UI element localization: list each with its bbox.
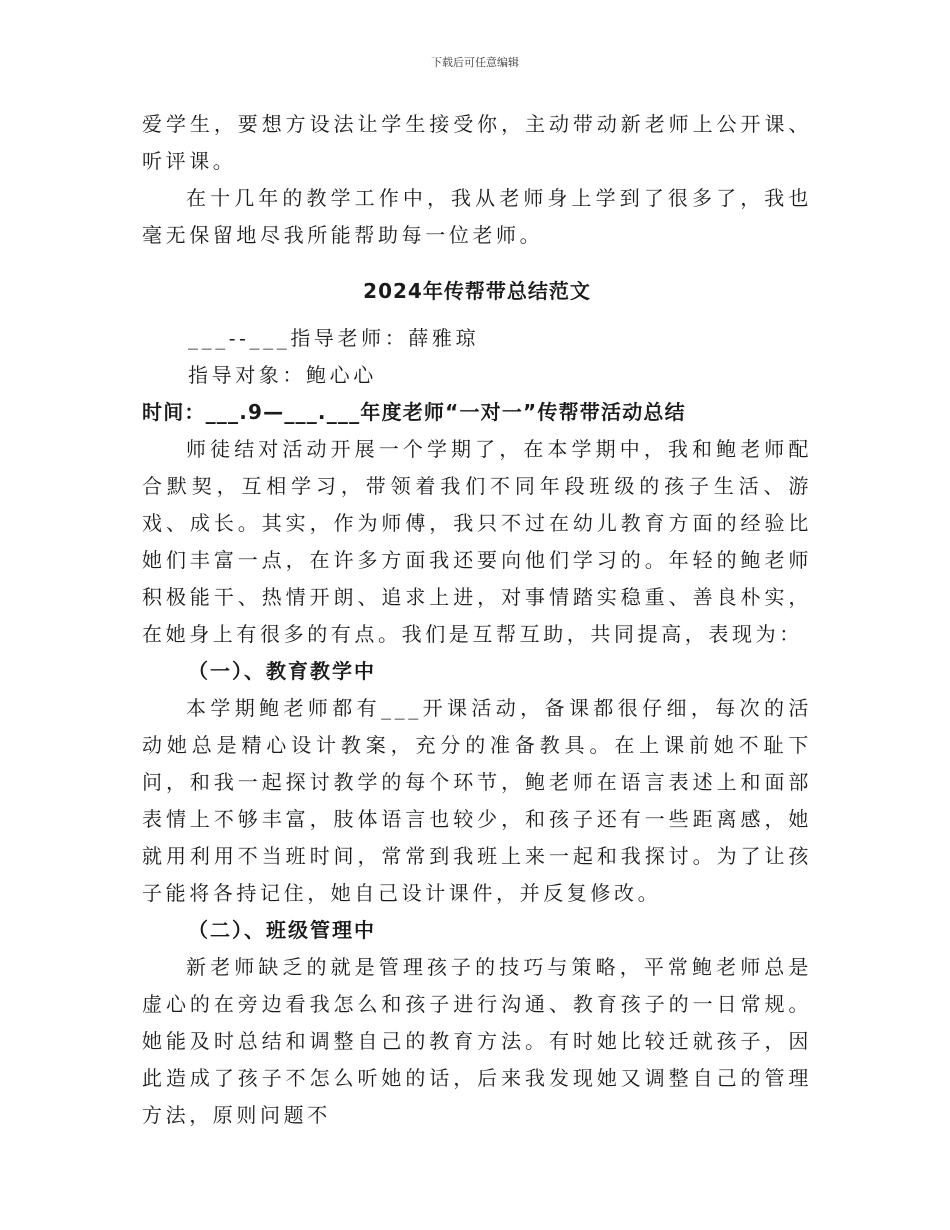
section-heading-class-management: （二）、班级管理中 [188, 918, 376, 942]
paragraph-class-management: 新老师缺乏的就是管理孩子的技巧与策略，平常鲍老师总是虚心的在旁边看我怎么和孩子进行沟通、教育孩子的一日常规。她能及时总结和调整自己的教育方法。有时她比较迁就孩子，因此造成了孩子不怎么听她的话，后来我发现她又调整自己的管理方法，原则问题不 [142, 955, 812, 1127]
document-body [142, 106, 812, 1134]
time-heading: 时间：___.9—___.___年度老师“一对一”传帮带活动总结 [142, 400, 686, 424]
paragraph-teaching-experience: 在十几年的教学工作中，我从老师身上学到了很多了，我也毫无保留地尽我所能帮助每一位老师。 [142, 186, 812, 247]
section-heading-teaching: （一）、教育教学中 [188, 659, 376, 683]
paragraph-continued: 爱学生，要想方设法让学生接受你，主动带动新老师上公开课、听评课。 [142, 112, 812, 173]
paragraph-overview: 师徒结对活动开展一个学期了，在本学期中，我和鲍老师配合默契，互相学习，带领着我们不同年段班级的孩子生活、游戏、成长。其实，作为师傅，我只不过在幼儿教育方面的经验比她们丰富一点，在许多方面我还要向他们学习的。年轻的鲍老师积极能干、热情开朗、追求上进，对事情踏实稳重、善良朴实，在她身上有很多的有点。我们是互帮互助，共同提高，表现为： [142, 437, 812, 646]
mentor-line: ___--___指导老师：薛雅琼 [188, 326, 480, 350]
paragraph-teaching: 本学期鲍老师都有___开课活动，备课都很仔细，每次的活动她总是精心设计教案，充分的准备教具。在上课前她不耻下问，和我一起探讨教学的每个环节，鲍老师在语言表述上和面部表情上不够丰富，肢体语言也较少，和孩子还有一些距离感，她就用利用不当班时间，常常到我班上来一起和我探讨。为了让孩子能将各持记住，她自己设计课件，并反复修改。 [142, 696, 812, 905]
header-note: 下载后可任意编辑 [431, 56, 519, 69]
document-title: 2024年传帮带总结范文 [363, 279, 591, 303]
mentee-line: 指导对象：鲍心心 [188, 363, 377, 387]
